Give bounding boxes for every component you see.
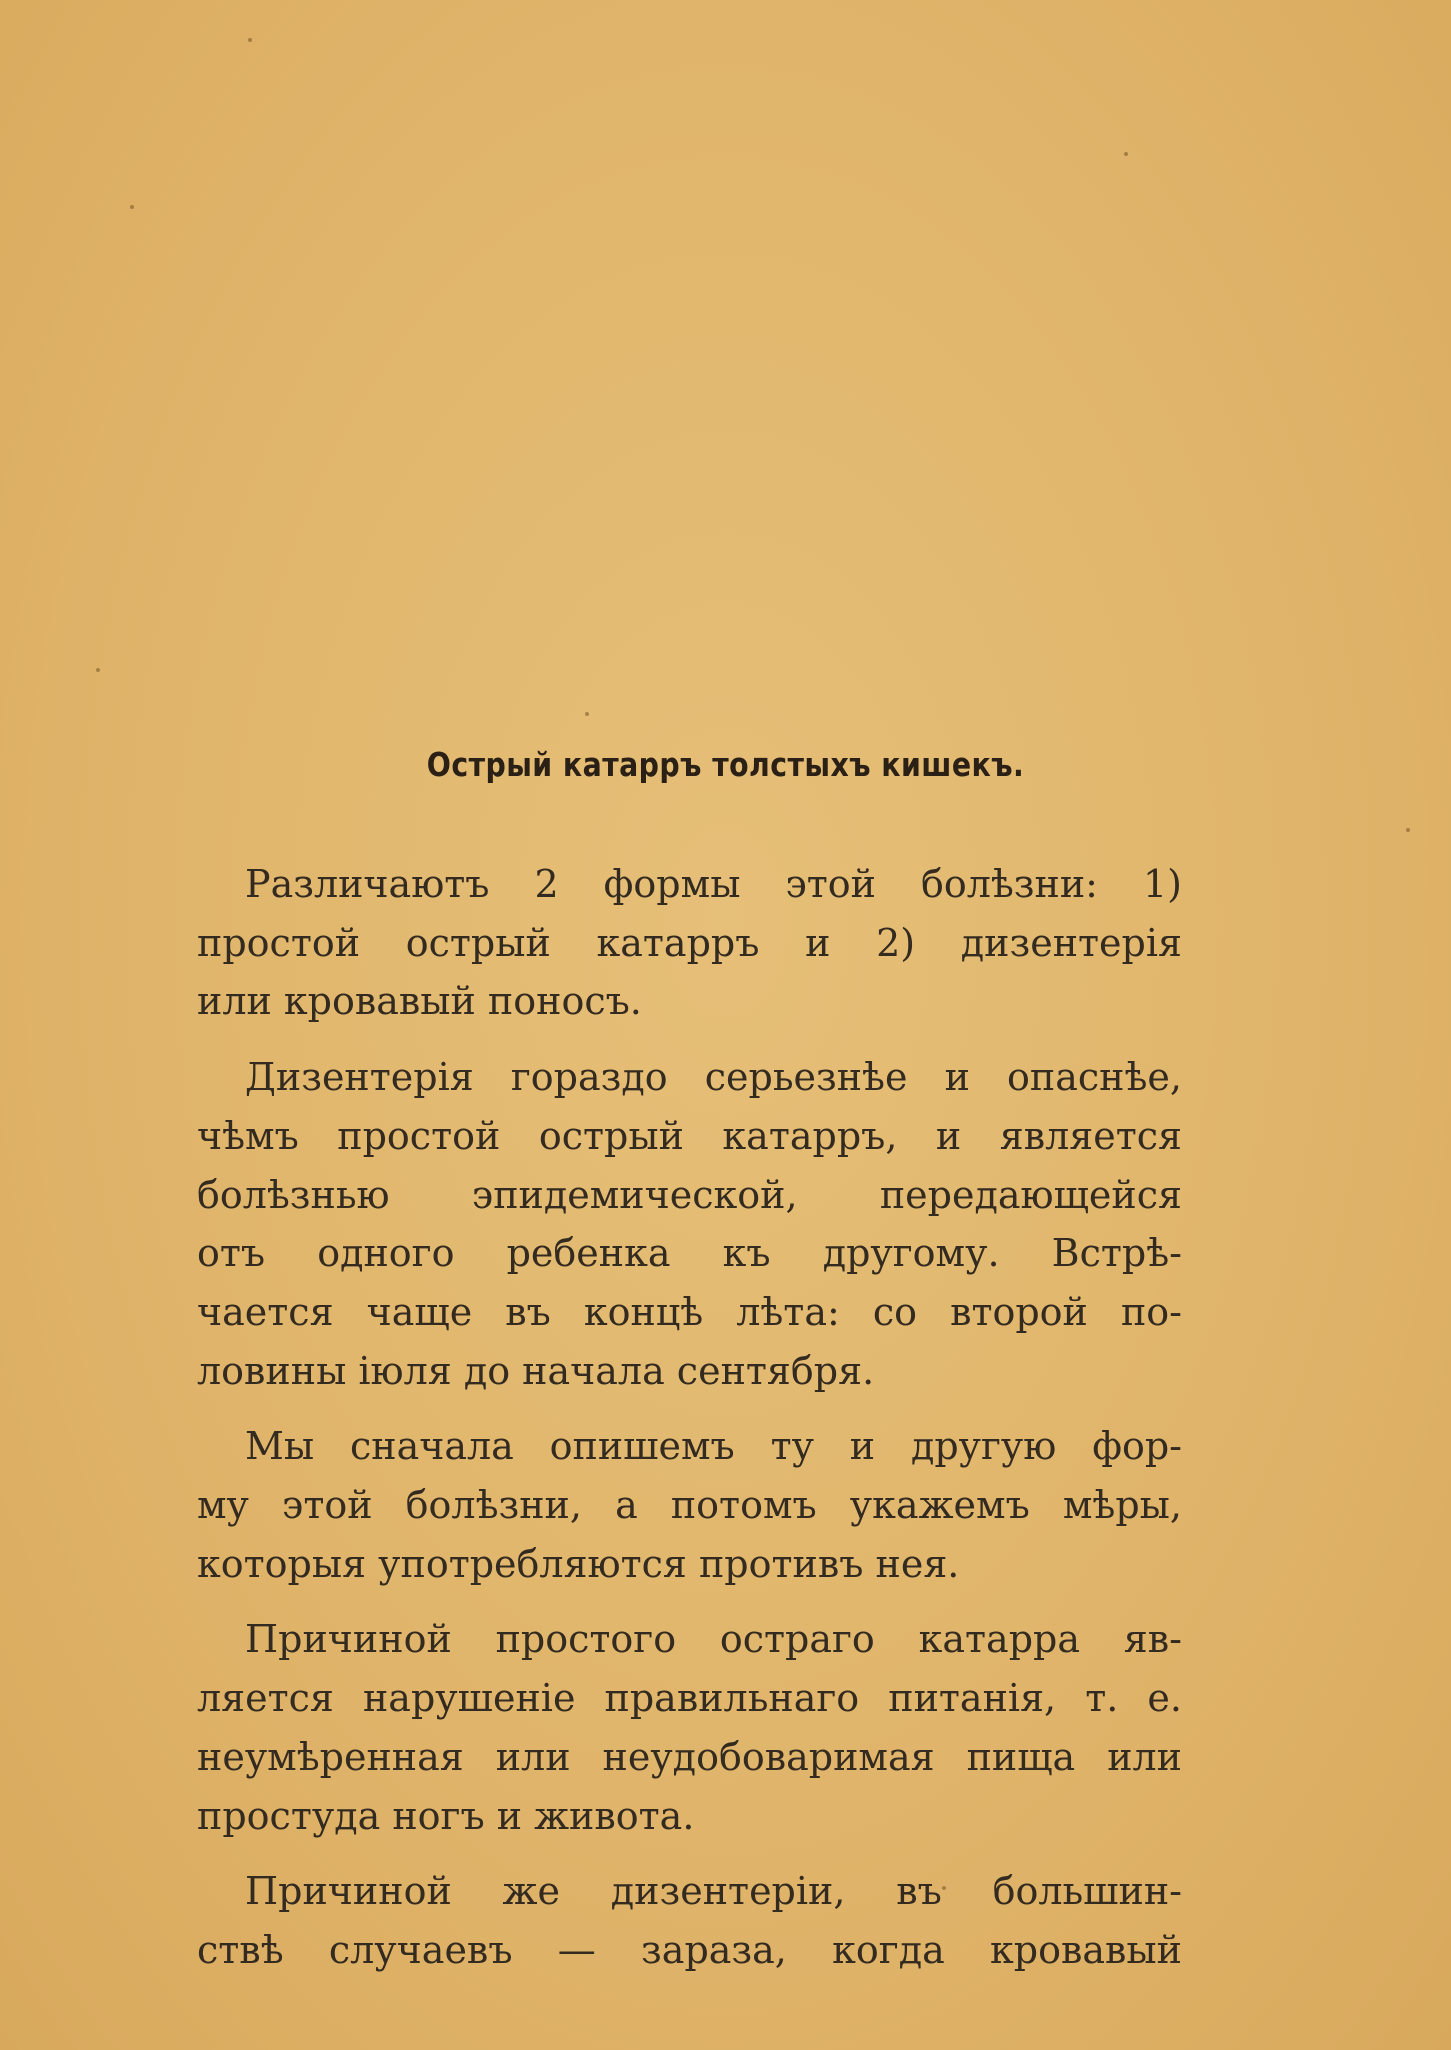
text-line: Причиной простого остраго катарра яв- [245,1617,1182,1662]
text-line: Различаютъ 2 формы этой болѣзни: 1) [245,862,1182,906]
text-line: ляется нарушеніе правильнаго питанія, т. е. [197,1676,1182,1721]
text-line: болѣзнью эпидемической, передающейся [197,1172,1182,1217]
text-line: которыя употребляются противъ нея. [197,1541,960,1586]
text-line: простуда ногъ и живота. [197,1793,695,1838]
text-line: Причиной же дизентеріи, въ большин- [245,1869,1182,1914]
paragraph [197,1048,1182,1400]
paragraph [197,1417,1182,1593]
text-line: неумѣренная или неудобоваримая пища или [197,1734,1182,1779]
body-text [197,855,1182,1997]
paragraph [197,1862,1182,1979]
page-title: Острый катарръ толстыхъ кишекъ. [426,745,1025,784]
text-line: чѣмъ простой острый катарръ, и является [197,1113,1182,1158]
text-line: чается чаще въ концѣ лѣта: со второй по- [197,1289,1182,1334]
paper-speck [130,205,134,209]
text-line: ствѣ случаевъ — зараза, когда кровавый [197,1927,1182,1972]
text-line: ловины іюля до начала сентября. [197,1348,875,1393]
text-line: простой острый катарръ и 2) дизентерія [197,920,1182,965]
paper-speck [1124,152,1128,156]
text-line: Дизентерія гораздо серьезнѣе и опаснѣе, [245,1055,1182,1100]
text-line: или кровавый поносъ. [197,979,642,1024]
text-line: Мы сначала опишемъ ту и другую фор- [245,1424,1182,1469]
text-line: му этой болѣзни, а потомъ укажемъ мѣры, [197,1483,1182,1528]
paper-speck [248,38,252,42]
paragraph [197,1610,1182,1845]
text-line: отъ одного ребенка къ другому. Встрѣ- [197,1231,1182,1276]
paper-speck [585,712,589,716]
paper-speck [96,668,100,672]
paragraph [197,855,1182,1031]
paper-speck [1406,828,1410,832]
